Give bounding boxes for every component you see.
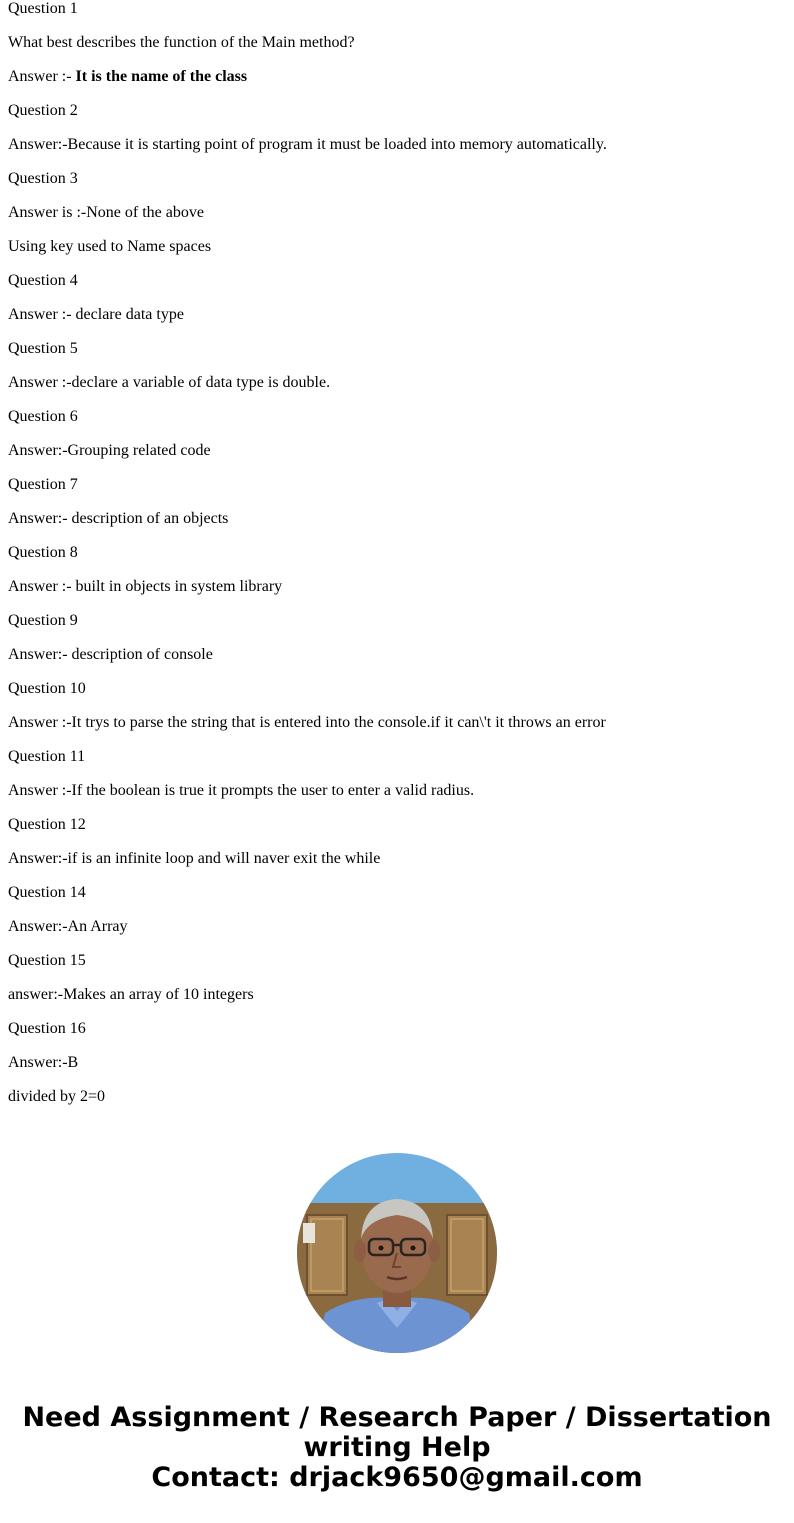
answer-line: Answer :- declare data type: [8, 306, 184, 323]
question-label: Question 14: [8, 884, 86, 901]
answer-note: Using key used to Name spaces: [8, 238, 212, 255]
answer-line: Answer:- description of an objects: [8, 510, 229, 527]
question-label: Question 6: [8, 408, 78, 425]
question-label: Question 10: [8, 680, 86, 697]
answer-line: Answer :-If the boolean is true it prompts the user to enter a valid radius.: [8, 782, 475, 799]
answer-line: Answer:-Grouping related code: [8, 442, 211, 459]
answer-bold: It is the name of the class: [75, 68, 248, 85]
answer-line: Answer :-It trys to parse the string that is entered into the console.if it can\'t it throws an error: [8, 714, 606, 731]
document-body: [8, 0, 786, 1120]
avatar: [297, 1153, 497, 1353]
question-text: What best describes the function of the Main method?: [8, 34, 355, 51]
answer-prefix: Answer :-: [8, 68, 76, 85]
answer-line: [8, 66, 786, 100]
question-label: Question 7: [8, 476, 78, 493]
avatar-portrait: [297, 1153, 497, 1353]
answer-line: Answer:-An Array: [8, 918, 128, 935]
answer-line: Answer:-if is an infinite loop and will naver exit the while: [8, 850, 381, 867]
contact-email: Contact: drjack9650@gmail.com: [151, 1462, 643, 1493]
answer-line: Answer is :-None of the above: [8, 204, 204, 221]
question-label: Question 2: [8, 102, 78, 119]
answer-note: divided by 2=0: [8, 1088, 106, 1105]
answer-line: Answer:-B: [8, 1054, 79, 1071]
promo-line: Need Assignment / Research Paper / Dissertation: [22, 1402, 772, 1433]
answer-line: Answer:-Because it is starting point of program it must be loaded into memory automatically.: [8, 136, 607, 153]
question-label: Question 16: [8, 1020, 86, 1037]
question-label: Question 9: [8, 612, 78, 629]
promo-line: writing Help: [303, 1432, 491, 1463]
answer-line: answer:-Makes an array of 10 integers: [8, 986, 254, 1003]
answer-line: Answer:- description of console: [8, 646, 213, 663]
answer-line: Answer :- built in objects in system library: [8, 578, 283, 595]
question-label: Question 1: [8, 0, 78, 17]
question-label: Question 15: [8, 952, 86, 969]
promo-banner: [0, 1403, 794, 1493]
question-label: Question 3: [8, 170, 78, 187]
question-label: Question 12: [8, 816, 86, 833]
answer-line: Answer :-declare a variable of data type is double.: [8, 374, 331, 391]
question-label: Question 8: [8, 544, 78, 561]
question-label: Question 5: [8, 340, 78, 357]
question-label: Question 4: [8, 272, 78, 289]
question-label: Question 11: [8, 748, 86, 765]
